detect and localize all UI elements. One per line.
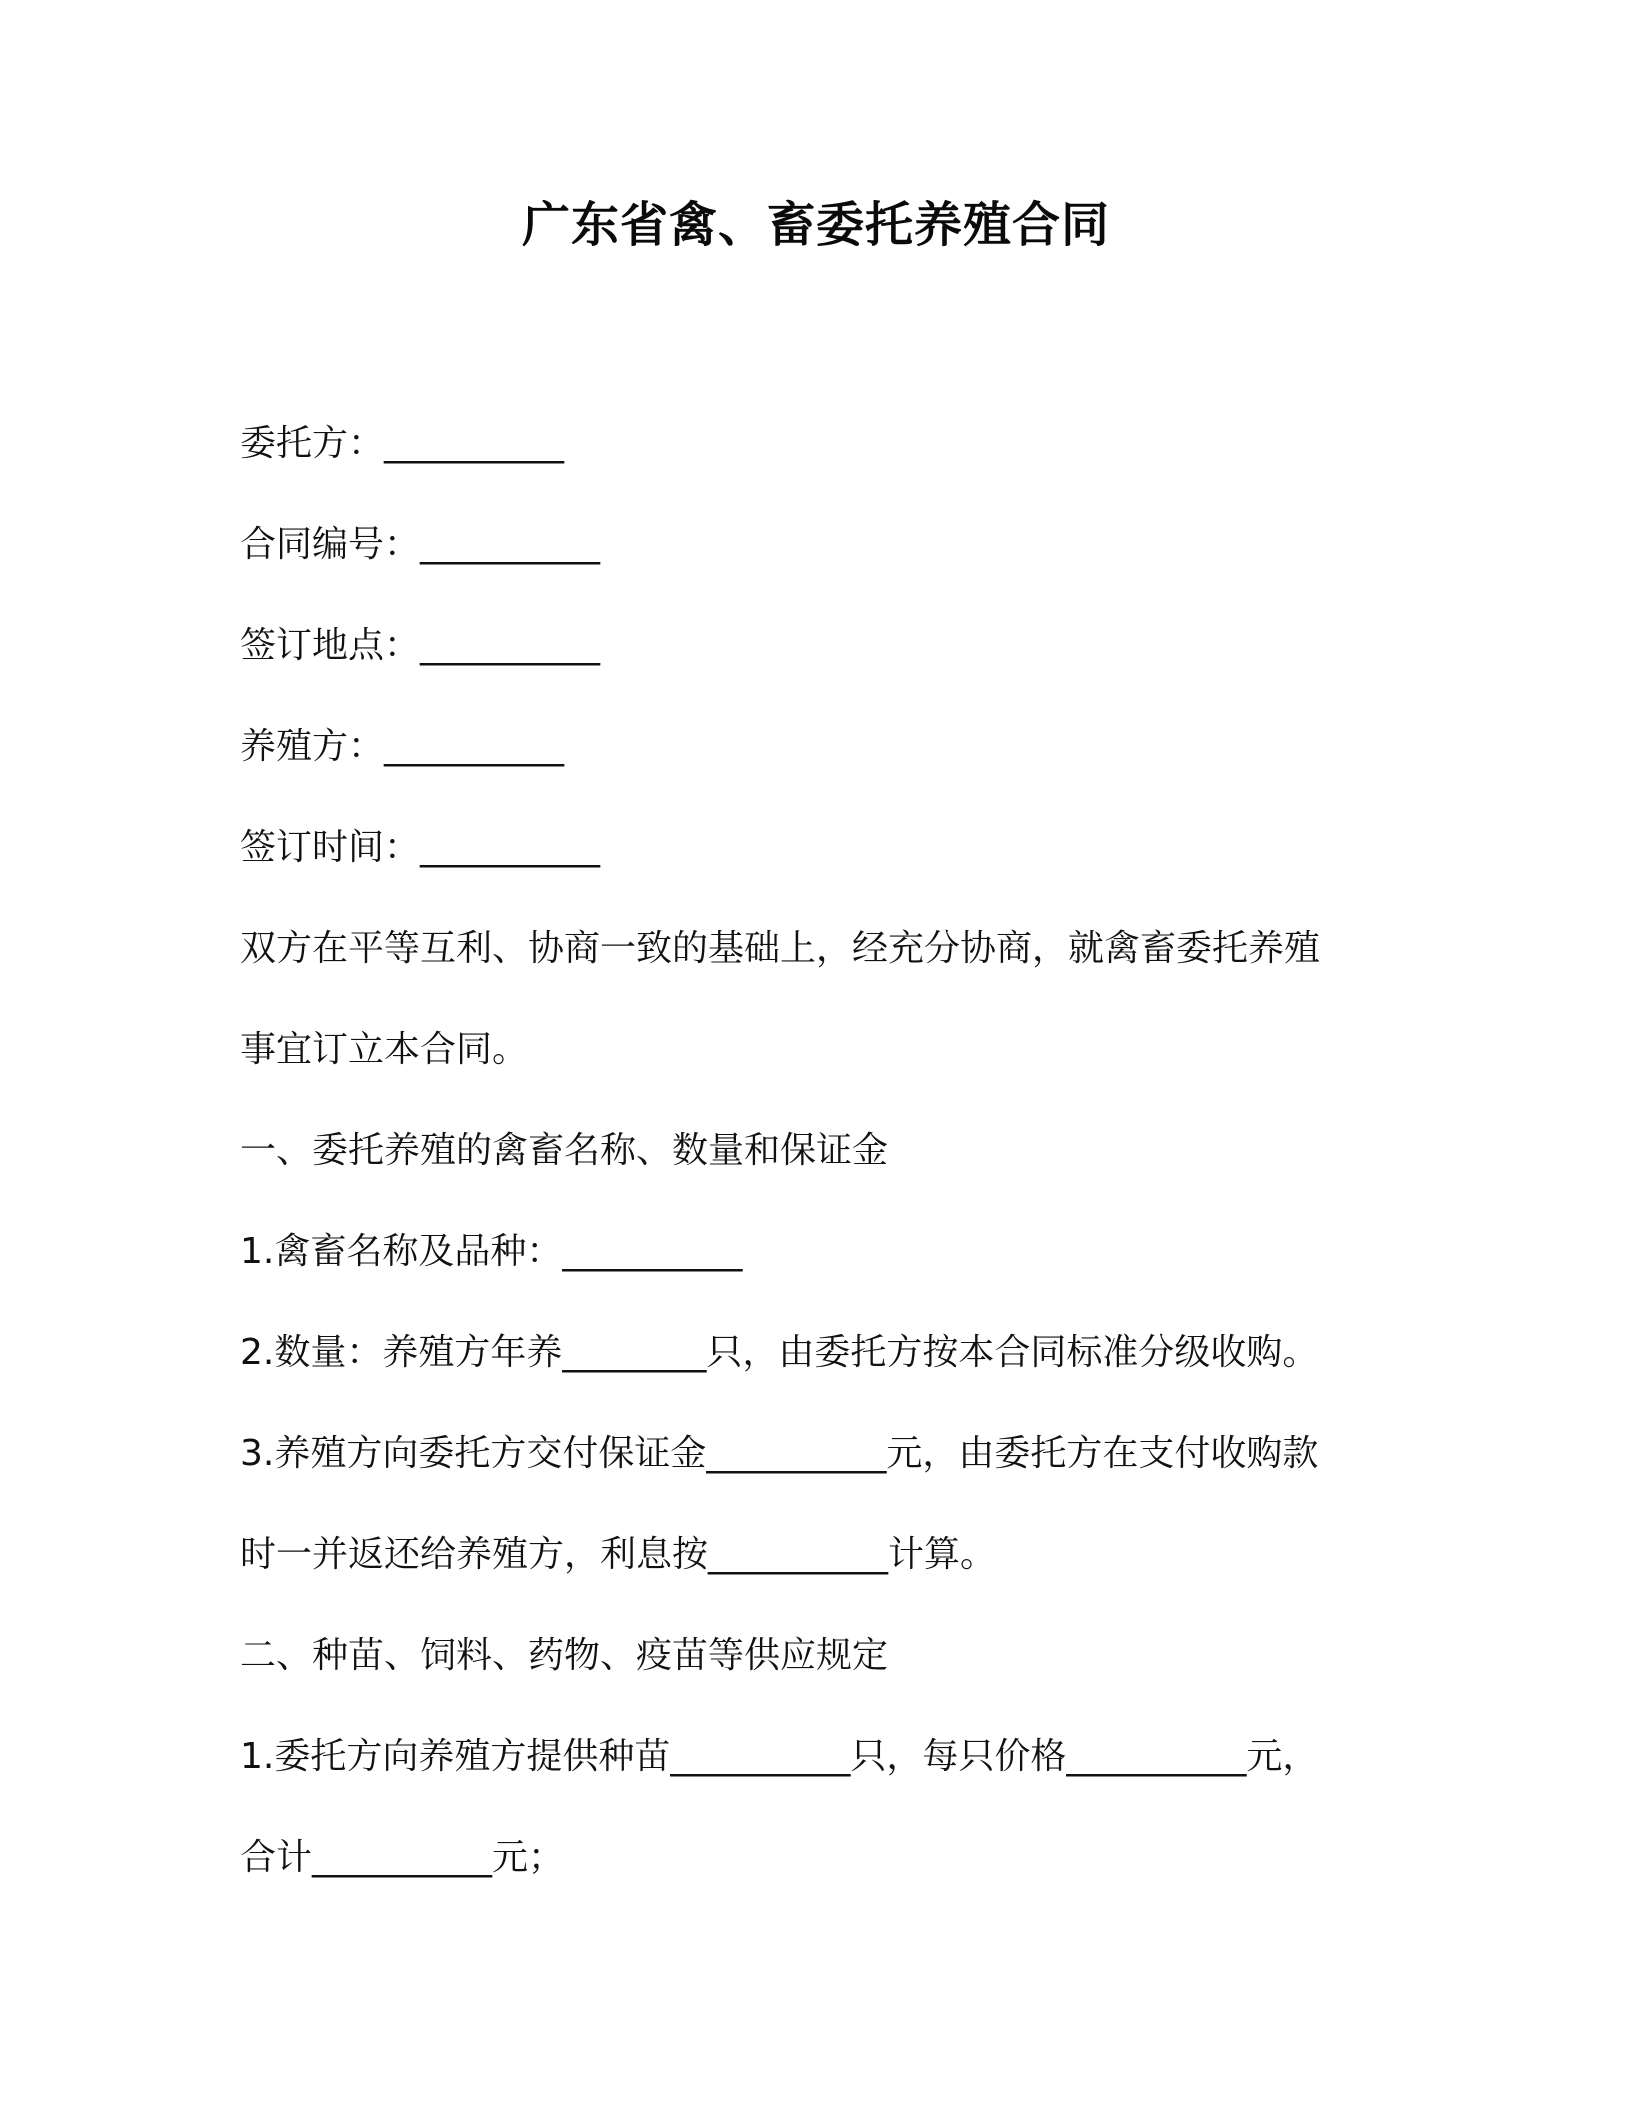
section-2-heading: 二、种苗、饲料、药物、疫苗等供应规定 (240, 1635, 889, 1676)
field-breeder: 养殖方：__________ (240, 726, 565, 767)
section-1-item-1: 1.禽畜名称及品种：__________ (240, 1231, 743, 1272)
field-contract-number: 合同编号：__________ (240, 524, 601, 565)
preamble-line-2: 事宜订立本合同。 (240, 1029, 529, 1070)
document-title: 广东省禽、畜委托养殖合同 (521, 197, 1110, 253)
section-1-item-2: 2.数量：养殖方年养________只，由委托方按本合同标准分级收购。 (240, 1332, 1319, 1373)
section-2-item-1-line-2: 合计__________元； (240, 1837, 565, 1878)
document-body (240, 415, 1440, 1930)
field-signing-time: 签订时间：__________ (240, 827, 601, 868)
section-1-item-3-line-1: 3.养殖方向委托方交付保证金__________元，由委托方在支付收购款 (240, 1433, 1319, 1474)
field-client: 委托方：__________ (240, 423, 565, 464)
section-1-heading: 一、委托养殖的禽畜名称、数量和保证金 (240, 1130, 889, 1171)
preamble-line-1: 双方在平等互利、协商一致的基础上，经充分协商，就禽畜委托养殖 (240, 928, 1321, 969)
section-1-item-3-line-2: 时一并返还给养殖方，利息按__________计算。 (240, 1534, 997, 1575)
section-2-item-1-line-1: 1.委托方向养殖方提供种苗__________只，每只价格__________元， (240, 1736, 1319, 1777)
field-signing-place: 签订地点：__________ (240, 625, 601, 666)
